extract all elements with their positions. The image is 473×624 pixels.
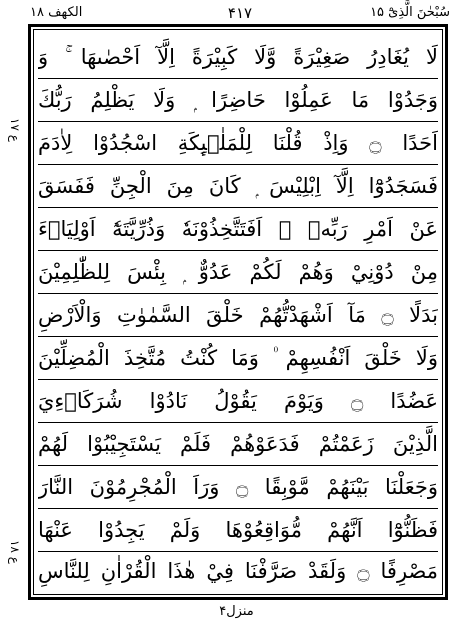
text-line-10: الَّذِيْنَ زَعَمْتُمْ فَدَعَوْهُمْ فَلَمْ يَسْتَجِيْبُوْا لَهُمْ <box>38 432 438 456</box>
header-para-name: سُبْحٰنَ الَّذِیْٓ ۱۵ <box>370 5 450 20</box>
header-page-number: ۴۱۷ <box>227 4 253 22</box>
text-line-7: بَدَلًا ۝ مَآ اَشْهَدْتُّهُمْ خَلْقَ السَّمٰوٰتِ وَالْاَرْضِ <box>38 303 438 327</box>
text-line-6: مِنْ دُوْنِيْ وَهُمْ لَكُمْ عَدُوٌّ ۭ بِئْسَ لِلظّٰلِمِيْنَ <box>38 260 438 284</box>
margin-ruku-marker: ۱۷ ع <box>8 118 22 142</box>
text-line-5: عَنْ اَمْرِ رَبِّهٖ ۭ اَفَتَتَّخِذُوْنَهٗ وَذُرِّيَّتَهٗٓ اَوْلِيَاۗءَ <box>38 217 438 241</box>
text-line-4: فَسَجَدُوْٓا اِلَّآ اِبْلِيْسَ ۭ كَانَ مِنَ الْجِنِّ فَفَسَقَ <box>38 174 438 198</box>
text-line-2: وَجَدُوْا مَا عَمِلُوْا حَاضِرًا ۭ وَلَا يَظْلِمُ رَبُّكَ <box>38 88 438 112</box>
text-line-1: لَا يُغَادِرُ صَغِيْرَةً وَّلَا كَبِيْرَةً اِلَّآ اَحْصٰىهَا ۚ وَ <box>38 45 438 69</box>
text-line-13: مَصْرِفًا ۝ وَلَقَدْ صَرَّفْنَا فِيْ هٰذَا الْقُرْاٰنِ لِلنَّاسِ <box>38 559 438 583</box>
header-surah-name: الکھف ۱۸ <box>30 5 83 20</box>
text-line-12: فَظَنُّوْٓا اَنَّهُمْ مُّوَاقِعُوْهَا وَلَمْ يَجِدُوْا عَنْهَا <box>38 518 438 542</box>
page-header <box>30 2 450 24</box>
text-line-8: وَلَا خَلْقَ اَنْفُسِهِمْ ۠ وَمَا كُنْتُ مُتَّخِذَ الْمُضِلِّيْنَ <box>38 346 438 370</box>
text-line-9: عَضُدًا ۝ وَيَوْمَ يَقُوْلُ نَادُوْا شُرَكَاۗءِيَ <box>38 389 438 413</box>
margin-ruku-marker: ع ۱۸ <box>8 540 22 564</box>
text-line-11: وَجَعَلْنَا بَيْنَهُمْ مَّوْبِقًا ۝ وَرَاَ الْمُجْرِمُوْنَ النَّارَ <box>38 475 438 499</box>
text-line-3: اَحَدًا ۝ وَاِذْ قُلْنَا لِلْمَلٰۗىِٕكَةِ اسْجُدُوْا لِاٰدَمَ <box>38 131 438 155</box>
text-block <box>38 36 438 592</box>
page-footer-manzil: منزل۴ <box>219 604 254 619</box>
